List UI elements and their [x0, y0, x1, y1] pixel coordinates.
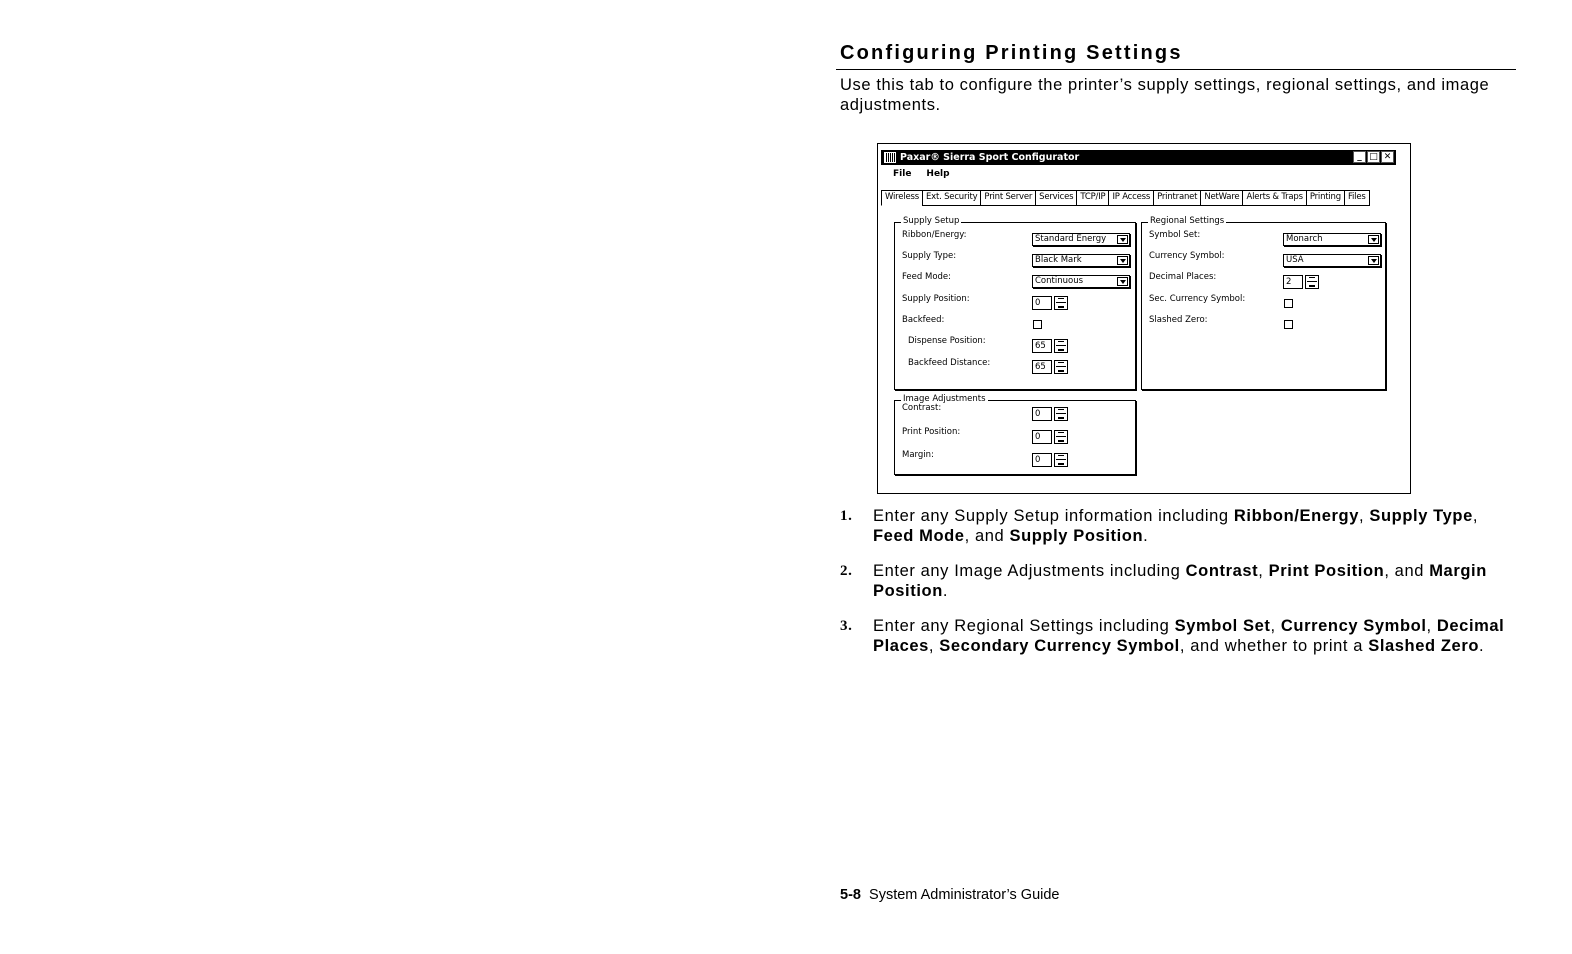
spinner-icon[interactable] — [1054, 360, 1068, 374]
step-1: 1. Enter any Supply Setup information including Ribbon/Energy, Supply Type, Feed Mode, and Supply Position. — [840, 507, 1479, 545]
chevron-down-icon[interactable] — [1368, 256, 1379, 265]
print-position-label: Print Position: — [902, 427, 961, 437]
footer-text: System Administrator’s Guide — [869, 887, 1060, 903]
menu-help[interactable]: Help — [926, 169, 950, 179]
close-icon[interactable]: ✕ — [1381, 151, 1394, 163]
currency-symbol-value: USA — [1286, 255, 1304, 265]
decimal-places-stepper[interactable] — [1283, 275, 1321, 289]
tab-printranet[interactable]: Printranet — [1153, 191, 1200, 205]
tab-services[interactable]: Services — [1035, 191, 1076, 205]
window-controls — [1353, 151, 1394, 163]
configurator-screenshot — [877, 143, 1411, 494]
contrast-label: Contrast: — [902, 403, 942, 413]
supply-type-value: Black Mark — [1035, 255, 1082, 265]
margin-label: Margin: — [902, 450, 934, 460]
maximize-icon[interactable]: □ — [1367, 151, 1380, 163]
print-position-value[interactable]: 0 — [1032, 430, 1052, 444]
sec-currency-symbol-checkbox[interactable] — [1284, 299, 1293, 308]
tab-tcpip[interactable]: TCP/IP — [1076, 191, 1108, 205]
page-number: 5-8 — [840, 887, 861, 903]
tab-ip-access[interactable]: IP Access — [1108, 191, 1153, 205]
symbol-set-select[interactable] — [1283, 233, 1381, 246]
step-number: 1. — [840, 508, 853, 524]
dispense-position-value[interactable]: 65 — [1032, 339, 1052, 353]
supply-type-select[interactable] — [1032, 254, 1130, 267]
chevron-down-icon[interactable] — [1117, 277, 1128, 286]
backfeed-distance-label: Backfeed Distance: — [908, 358, 991, 368]
step-3: 3. Enter any Regional Settings including Symbol Set, Currency Symbol, Decimal Places, Secondary Currency Symbol, and whether to print a Slashed Zero. — [840, 617, 1505, 655]
symbol-set-label: Symbol Set: — [1149, 230, 1201, 240]
supply-setup-title: Supply Setup — [903, 216, 960, 226]
tab-netware[interactable]: NetWare — [1200, 191, 1242, 205]
window-titlebar — [881, 150, 1396, 165]
tab-wireless[interactable]: Wireless — [881, 191, 922, 206]
slashed-zero-label: Slashed Zero: — [1149, 315, 1208, 325]
regional-settings-group — [1141, 216, 1386, 390]
backfeed-checkbox[interactable] — [1033, 320, 1042, 329]
dispense-position-stepper[interactable] — [1032, 339, 1070, 353]
currency-symbol-select[interactable] — [1283, 254, 1381, 267]
spinner-icon[interactable] — [1054, 339, 1068, 353]
page-title: Configuring Printing Settings — [840, 42, 1183, 64]
currency-symbol-label: Currency Symbol: — [1149, 251, 1225, 261]
window-title: Paxar® Sierra Sport Configurator — [900, 152, 1080, 163]
spinner-icon[interactable] — [1054, 430, 1068, 444]
dispense-position-label: Dispense Position: — [908, 336, 986, 346]
print-position-stepper[interactable] — [1032, 430, 1070, 444]
page-header — [840, 42, 1516, 115]
feed-mode-value: Continuous — [1035, 276, 1084, 286]
backfeed-label: Backfeed: — [902, 315, 945, 325]
supply-position-label: Supply Position: — [902, 294, 970, 304]
ribbon-energy-value: Standard Energy — [1035, 234, 1107, 244]
tab-print-server[interactable]: Print Server — [980, 191, 1035, 205]
step-2: 2. Enter any Image Adjustments including Contrast, Print Position, and Margin Position. — [840, 562, 1487, 600]
menu-bar — [893, 169, 950, 179]
margin-value[interactable]: 0 — [1032, 453, 1052, 467]
regional-settings-title: Regional Settings — [1150, 216, 1225, 226]
ribbon-energy-select[interactable] — [1032, 233, 1130, 246]
feed-mode-select[interactable] — [1032, 275, 1130, 288]
instruction-steps — [840, 506, 1516, 671]
image-adjustments-title: Image Adjustments — [903, 394, 986, 404]
margin-stepper[interactable] — [1032, 453, 1070, 467]
tab-printing[interactable]: Printing — [1306, 191, 1344, 205]
backfeed-distance-stepper[interactable] — [1032, 360, 1070, 374]
chevron-down-icon[interactable] — [1117, 235, 1128, 244]
step-number: 3. — [840, 618, 853, 634]
spinner-icon[interactable] — [1054, 407, 1068, 421]
supply-setup-group — [894, 216, 1136, 390]
spinner-icon[interactable] — [1305, 275, 1319, 289]
app-icon — [884, 152, 896, 163]
feed-mode-label: Feed Mode: — [902, 272, 952, 282]
supply-type-label: Supply Type: — [902, 251, 957, 261]
contrast-stepper[interactable] — [1032, 407, 1070, 421]
ribbon-energy-label: Ribbon/Energy: — [902, 230, 967, 240]
tab-strip — [881, 190, 1370, 206]
chevron-down-icon[interactable] — [1368, 235, 1379, 244]
contrast-value[interactable]: 0 — [1032, 407, 1052, 421]
supply-position-value[interactable]: 0 — [1032, 296, 1052, 310]
page-footer — [840, 887, 1060, 903]
slashed-zero-checkbox[interactable] — [1284, 320, 1293, 329]
sec-currency-symbol-label: Sec. Currency Symbol: — [1149, 294, 1246, 304]
menu-file[interactable]: File — [893, 169, 912, 179]
tab-files[interactable]: Files — [1344, 191, 1370, 205]
symbol-set-value: Monarch — [1286, 234, 1323, 244]
tab-ext-security[interactable]: Ext. Security — [922, 191, 980, 205]
spinner-icon[interactable] — [1054, 453, 1068, 467]
supply-position-stepper[interactable] — [1032, 296, 1070, 310]
title-rule — [836, 69, 1516, 70]
step-number: 2. — [840, 563, 853, 579]
decimal-places-value[interactable]: 2 — [1283, 275, 1303, 289]
image-adjustments-group — [894, 394, 1136, 475]
chevron-down-icon[interactable] — [1117, 256, 1128, 265]
spinner-icon[interactable] — [1054, 296, 1068, 310]
minimize-icon[interactable]: _ — [1353, 151, 1366, 163]
decimal-places-label: Decimal Places: — [1149, 272, 1217, 282]
backfeed-distance-value[interactable]: 65 — [1032, 360, 1052, 374]
intro-paragraph: Use this tab to configure the printer’s supply settings, regional settings, and image adjustments. — [840, 76, 1490, 114]
tab-alerts-traps[interactable]: Alerts & Traps — [1242, 191, 1305, 205]
